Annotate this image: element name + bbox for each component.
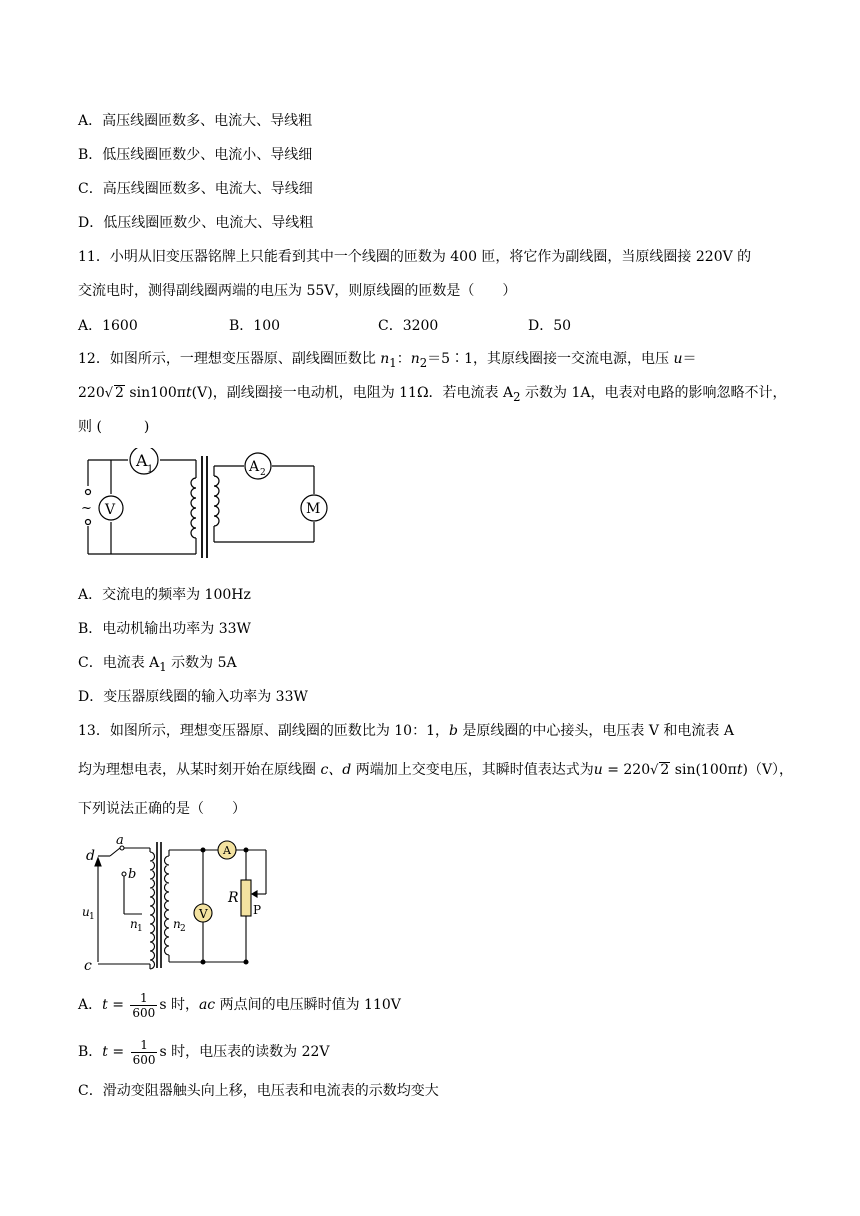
svg-text:2: 2: [260, 468, 266, 478]
q13-label-c: c: [84, 958, 92, 974]
q13-stem-line3: 下列说法正确的是（ ）: [78, 801, 246, 817]
svg-text:1: 1: [147, 464, 154, 475]
q13-label-a: a: [116, 833, 124, 848]
q13-option-c: C．滑动变阻器触头向上移，电压表和电流表的示数均变大: [78, 1083, 439, 1099]
q13-label-n1: n: [130, 917, 138, 931]
q13-label-n2: n: [173, 917, 181, 931]
q12-option-c: C．电流表 $A_1$ 示数为 5A: [78, 655, 237, 674]
q12-ammeter2-label: A: [249, 459, 260, 475]
q12-circuit-diagram: [78, 448, 328, 560]
q13-stem-line2: 均为理想电表，从某时刻开始在原线圈 c、d 两端加上交变电压，其瞬时值表达式为u = 220√ 2 sin(100πt)（V），: [78, 762, 794, 778]
q13-circuit-diagram: [78, 832, 278, 974]
q11-option-d: D．50: [528, 318, 572, 334]
q10-option-a: A．高压线圈匝数多、电流大、导线粗: [78, 113, 313, 129]
q11-option-c: C．3200: [378, 318, 439, 334]
svg-text:2: 2: [180, 924, 186, 934]
q10-option-c: C．高压线圈匝数多、电流大、导线细: [78, 181, 313, 197]
fraction: $\frac{1}{600}$: [132, 1037, 156, 1067]
q12-source-label: ~: [81, 501, 92, 516]
q12-ammeter1-label: A: [136, 451, 148, 470]
q13-ammeter-label: A: [223, 844, 231, 857]
q12-option-a: A．交流电的频率为 100Hz: [78, 587, 251, 603]
q13-label-p: P: [253, 903, 262, 917]
q12-voltmeter-label: V: [105, 502, 116, 518]
q12-option-d: D．变压器原线圈的输入功率为 33W: [78, 689, 308, 705]
q12-stem-line2: 220√ 2 sin100πt(V)，副线圈接一电动机，电阻为 11Ω．若电流表 $A_2$ 示数为 1A，电表对电路的影响忽略不计，: [78, 385, 787, 404]
q13-label-u1: u: [82, 905, 90, 919]
q13-label-b: b: [128, 867, 137, 882]
q13-option-b: B．t = $\frac{1}{600}$ s 时，电压表的读数为 22V: [78, 1037, 330, 1067]
q10-option-b: B．低压线圈匝数少、电流小、导线细: [78, 147, 313, 163]
q12-option-b: B．电动机输出功率为 33W: [78, 621, 251, 637]
q11-option-a: A．1600: [78, 318, 138, 334]
q13-voltmeter-label: V: [199, 907, 208, 921]
q13-stem-line1: 13．如图所示，理想变压器原、副线圈的匝数比为 10：1，b 是原线圈的中心接头，电压表 V 和电流表 A: [78, 723, 734, 739]
q12-motor-label: M: [306, 501, 321, 517]
q12-stem-line3: 则 ( ): [78, 419, 150, 435]
svg-text:1: 1: [89, 912, 95, 922]
q10-option-d: D．低压线圈匝数少、电流大、导线粗: [78, 215, 314, 231]
q13-option-a: A．t = $\frac{1}{600}$ s 时，ac 两点间的电压瞬时值为 110V: [78, 990, 401, 1020]
q13-label-r: R: [228, 890, 239, 906]
fraction: $\frac{1}{600}$: [132, 990, 156, 1020]
q11-option-b: B．100: [229, 318, 281, 334]
q12-stem-line1: 12．如图所示，一理想变压器原、副线圈匝数比 $n_1$：$n_2=5∶1$，其原线圈接一交流电源，电压 u＝: [78, 351, 697, 370]
svg-text:1: 1: [137, 924, 143, 934]
q11-stem-line2: 交流电时，测得副线圈两端的电压为 55V，则原线圈的匝数是（ ）: [78, 283, 517, 299]
q11-stem-line1: 11．小明从旧变压器铭牌上只能看到其中一个线圈的匝数为 400 匝，将它作为副线圈，当原线圈接 220V 的: [78, 249, 752, 265]
q13-label-d: d: [86, 848, 95, 864]
